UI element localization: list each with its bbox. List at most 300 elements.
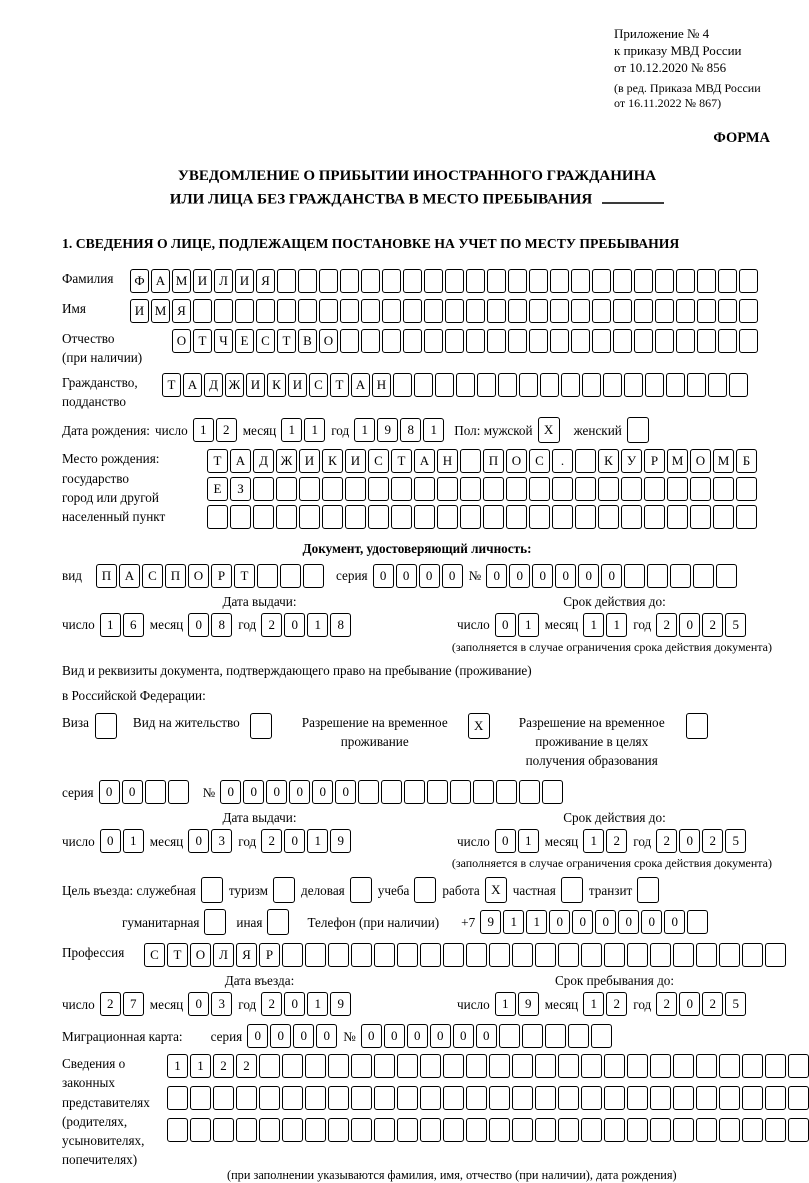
char-cell[interactable] [592,299,611,323]
doc-kind-input[interactable] [96,564,324,588]
char-cell[interactable] [644,505,665,529]
char-cell[interactable] [351,943,372,967]
char-cell[interactable]: 0 [532,564,553,588]
char-cell[interactable] [591,1024,612,1048]
char-cell[interactable]: 0 [243,780,264,804]
char-cell[interactable] [193,299,212,323]
char-cell[interactable] [382,329,401,353]
char-cell[interactable] [350,877,372,903]
char-cell[interactable] [351,1118,372,1142]
char-cell[interactable] [445,329,464,353]
char-cell[interactable]: 2 [261,613,282,637]
char-cell[interactable]: Я [256,269,275,293]
id-valid-month[interactable] [583,613,627,637]
char-cell[interactable]: 0 [549,910,570,934]
char-cell[interactable] [575,449,596,473]
char-cell[interactable] [391,477,412,501]
char-cell[interactable]: Т [162,373,181,397]
char-cell[interactable] [414,477,435,501]
char-cell[interactable]: И [299,449,320,473]
char-cell[interactable] [391,505,412,529]
char-cell[interactable] [676,299,695,323]
sex-female-checkbox[interactable] [627,417,649,443]
surname-input[interactable] [130,269,758,293]
char-cell[interactable] [403,329,422,353]
char-cell[interactable]: 7 [123,992,144,1016]
char-cell[interactable]: 5 [725,992,746,1016]
char-cell[interactable]: 2 [656,613,677,637]
char-cell[interactable] [298,299,317,323]
char-cell[interactable] [374,1118,395,1142]
char-cell[interactable]: 1 [307,829,328,853]
char-cell[interactable] [466,299,485,323]
char-cell[interactable] [575,477,596,501]
char-cell[interactable]: 0 [335,780,356,804]
given-name-input[interactable] [130,299,758,323]
char-cell[interactable] [512,1086,533,1110]
char-cell[interactable]: 0 [679,992,700,1016]
char-cell[interactable]: Е [207,477,228,501]
char-cell[interactable]: 2 [216,418,237,442]
res-valid-year[interactable] [656,829,746,853]
char-cell[interactable]: Т [391,449,412,473]
id-issue-month[interactable] [188,613,232,637]
char-cell[interactable] [322,505,343,529]
char-cell[interactable] [483,505,504,529]
char-cell[interactable] [435,373,454,397]
char-cell[interactable]: 0 [266,780,287,804]
char-cell[interactable]: Н [372,373,391,397]
char-cell[interactable]: П [96,564,117,588]
char-cell[interactable] [499,1024,520,1048]
char-cell[interactable]: 0 [419,564,440,588]
char-cell[interactable] [393,373,412,397]
char-cell[interactable] [368,477,389,501]
char-cell[interactable]: 2 [656,829,677,853]
char-cell[interactable] [420,1086,441,1110]
char-cell[interactable]: 9 [330,829,351,853]
char-cell[interactable] [305,943,326,967]
char-cell[interactable]: 0 [284,992,305,1016]
char-cell[interactable]: Д [204,373,223,397]
char-cell[interactable] [358,780,379,804]
char-cell[interactable]: 0 [396,564,417,588]
char-cell[interactable] [466,1086,487,1110]
char-cell[interactable] [95,713,117,739]
char-cell[interactable] [361,299,380,323]
char-cell[interactable]: 0 [188,829,209,853]
char-cell[interactable] [397,1054,418,1078]
char-cell[interactable]: 0 [122,780,143,804]
char-cell[interactable] [697,329,716,353]
char-cell[interactable] [382,299,401,323]
char-cell[interactable]: 2 [702,992,723,1016]
char-cell[interactable] [690,505,711,529]
char-cell[interactable]: 0 [453,1024,474,1048]
char-cell[interactable] [650,1118,671,1142]
char-cell[interactable] [708,373,727,397]
char-cell[interactable] [742,943,763,967]
char-cell[interactable] [535,1118,556,1142]
char-cell[interactable]: 1 [281,418,302,442]
char-cell[interactable]: 0 [188,992,209,1016]
char-cell[interactable] [253,477,274,501]
char-cell[interactable] [718,329,737,353]
char-cell[interactable]: 0 [641,910,662,934]
birthplace-input-2[interactable] [207,477,757,501]
char-cell[interactable] [545,1024,566,1048]
char-cell[interactable]: 2 [702,613,723,637]
char-cell[interactable] [742,1118,763,1142]
char-cell[interactable]: 0 [99,780,120,804]
char-cell[interactable] [319,269,338,293]
char-cell[interactable] [624,564,645,588]
char-cell[interactable] [498,373,517,397]
char-cell[interactable] [496,780,517,804]
char-cell[interactable] [427,780,448,804]
res-issue-year[interactable] [261,829,351,853]
char-cell[interactable] [718,299,737,323]
char-cell[interactable] [736,477,757,501]
char-cell[interactable] [739,329,758,353]
char-cell[interactable] [627,1054,648,1078]
char-cell[interactable] [259,1054,280,1078]
char-cell[interactable] [340,299,359,323]
char-cell[interactable]: 1 [193,418,214,442]
char-cell[interactable] [303,564,324,588]
char-cell[interactable]: 0 [679,613,700,637]
char-cell[interactable]: К [598,449,619,473]
char-cell[interactable] [742,1054,763,1078]
char-cell[interactable] [282,1086,303,1110]
char-cell[interactable]: М [151,299,170,323]
char-cell[interactable] [414,505,435,529]
char-cell[interactable] [529,477,550,501]
char-cell[interactable]: К [322,449,343,473]
char-cell[interactable] [397,1118,418,1142]
char-cell[interactable] [598,477,619,501]
char-cell[interactable] [627,1086,648,1110]
char-cell[interactable] [404,780,425,804]
char-cell[interactable]: Р [644,449,665,473]
char-cell[interactable] [696,1086,717,1110]
char-cell[interactable]: Т [277,329,296,353]
char-cell[interactable] [267,909,289,935]
char-cell[interactable] [201,877,223,903]
char-cell[interactable]: 0 [220,780,241,804]
char-cell[interactable] [540,373,559,397]
char-cell[interactable] [477,373,496,397]
char-cell[interactable] [280,564,301,588]
char-cell[interactable]: К [267,373,286,397]
char-cell[interactable] [673,1086,694,1110]
char-cell[interactable] [508,269,527,293]
char-cell[interactable] [558,1118,579,1142]
purpose-tourism-checkbox[interactable] [273,877,295,903]
char-cell[interactable] [673,1118,694,1142]
char-cell[interactable] [568,1024,589,1048]
char-cell[interactable] [687,373,706,397]
purpose-official-checkbox[interactable] [201,877,223,903]
char-cell[interactable] [277,299,296,323]
char-cell[interactable] [627,417,649,443]
char-cell[interactable] [508,329,527,353]
char-cell[interactable] [236,1118,257,1142]
char-cell[interactable] [667,477,688,501]
char-cell[interactable] [736,505,757,529]
char-cell[interactable] [535,1086,556,1110]
char-cell[interactable] [535,1054,556,1078]
char-cell[interactable]: 0 [476,1024,497,1048]
id-valid-year[interactable] [656,613,746,637]
char-cell[interactable] [742,1086,763,1110]
char-cell[interactable] [253,505,274,529]
char-cell[interactable]: Н [437,449,458,473]
char-cell[interactable] [414,373,433,397]
char-cell[interactable]: 1 [304,418,325,442]
char-cell[interactable] [299,477,320,501]
char-cell[interactable]: Ж [276,449,297,473]
char-cell[interactable]: 0 [284,829,305,853]
char-cell[interactable] [276,505,297,529]
char-cell[interactable]: О [319,329,338,353]
char-cell[interactable] [765,1118,786,1142]
char-cell[interactable] [634,269,653,293]
char-cell[interactable] [650,1054,671,1078]
char-cell[interactable]: Л [214,269,233,293]
char-cell[interactable] [328,1054,349,1078]
char-cell[interactable] [213,1118,234,1142]
char-cell[interactable] [506,505,527,529]
char-cell[interactable] [443,1054,464,1078]
char-cell[interactable]: 1 [606,613,627,637]
visa-checkbox[interactable] [95,713,117,739]
char-cell[interactable]: 3 [211,992,232,1016]
guardians-input-3[interactable] [167,1118,809,1142]
char-cell[interactable]: 0 [601,564,622,588]
char-cell[interactable] [424,299,443,323]
res-series-input[interactable] [99,780,189,804]
char-cell[interactable] [696,1054,717,1078]
char-cell[interactable] [483,477,504,501]
entry-day[interactable] [100,992,144,1016]
citizenship-input[interactable] [162,373,748,397]
char-cell[interactable]: 0 [509,564,530,588]
char-cell[interactable]: Р [259,943,280,967]
char-cell[interactable] [466,943,487,967]
char-cell[interactable] [257,564,278,588]
char-cell[interactable]: Т [207,449,228,473]
char-cell[interactable]: 1 [354,418,375,442]
char-cell[interactable] [414,877,436,903]
char-cell[interactable]: 0 [316,1024,337,1048]
char-cell[interactable] [713,505,734,529]
res-issue-month[interactable] [188,829,232,853]
doc-series-input[interactable] [373,564,463,588]
res-valid-day[interactable] [495,829,539,853]
char-cell[interactable] [460,505,481,529]
char-cell[interactable] [381,780,402,804]
entry-year[interactable] [261,992,351,1016]
char-cell[interactable]: 1 [307,613,328,637]
char-cell[interactable]: И [246,373,265,397]
birthplace-input-1[interactable] [207,449,757,473]
char-cell[interactable] [443,943,464,967]
char-cell[interactable]: П [483,449,504,473]
char-cell[interactable] [535,943,556,967]
char-cell[interactable]: Р [211,564,232,588]
char-cell[interactable] [397,943,418,967]
char-cell[interactable]: 1 [495,992,516,1016]
char-cell[interactable]: 2 [656,992,677,1016]
char-cell[interactable]: 2 [606,992,627,1016]
char-cell[interactable] [512,943,533,967]
char-cell[interactable]: З [230,477,251,501]
char-cell[interactable]: 0 [442,564,463,588]
char-cell[interactable] [361,329,380,353]
char-cell[interactable]: И [193,269,212,293]
char-cell[interactable] [604,943,625,967]
char-cell[interactable]: Т [167,943,188,967]
char-cell[interactable]: М [667,449,688,473]
char-cell[interactable] [690,477,711,501]
char-cell[interactable]: 2 [236,1054,257,1078]
char-cell[interactable]: 1 [583,992,604,1016]
char-cell[interactable] [420,1118,441,1142]
char-cell[interactable]: И [288,373,307,397]
char-cell[interactable] [550,269,569,293]
char-cell[interactable] [460,449,481,473]
char-cell[interactable]: А [119,564,140,588]
temp-residence-edu-checkbox[interactable] [686,713,708,739]
char-cell[interactable] [598,505,619,529]
char-cell[interactable]: И [130,299,149,323]
char-cell[interactable]: С [309,373,328,397]
char-cell[interactable]: Я [172,299,191,323]
char-cell[interactable]: Я [236,943,257,967]
char-cell[interactable]: И [345,449,366,473]
char-cell[interactable] [550,329,569,353]
char-cell[interactable]: В [298,329,317,353]
char-cell[interactable]: А [351,373,370,397]
char-cell[interactable] [592,329,611,353]
char-cell[interactable]: Б [736,449,757,473]
char-cell[interactable] [250,713,272,739]
char-cell[interactable]: 3 [211,829,232,853]
char-cell[interactable] [487,329,506,353]
char-cell[interactable]: 2 [261,992,282,1016]
char-cell[interactable]: С [368,449,389,473]
char-cell[interactable] [328,1086,349,1110]
char-cell[interactable] [788,1086,809,1110]
char-cell[interactable] [466,1054,487,1078]
mk-number-input[interactable] [361,1024,612,1048]
char-cell[interactable]: 0 [373,564,394,588]
char-cell[interactable]: О [188,564,209,588]
char-cell[interactable]: 0 [384,1024,405,1048]
char-cell[interactable]: 1 [518,829,539,853]
purpose-work-checkbox[interactable] [485,877,507,903]
char-cell[interactable]: 8 [211,613,232,637]
char-cell[interactable]: X [468,713,490,739]
char-cell[interactable] [273,877,295,903]
char-cell[interactable] [298,269,317,293]
char-cell[interactable] [374,1086,395,1110]
char-cell[interactable] [424,329,443,353]
char-cell[interactable] [190,1086,211,1110]
char-cell[interactable]: 0 [430,1024,451,1048]
char-cell[interactable] [374,1054,395,1078]
patronymic-input[interactable] [172,329,758,353]
char-cell[interactable] [328,943,349,967]
char-cell[interactable] [445,269,464,293]
char-cell[interactable] [256,299,275,323]
purpose-private-checkbox[interactable] [561,877,583,903]
char-cell[interactable]: 8 [330,613,351,637]
char-cell[interactable] [613,299,632,323]
char-cell[interactable]: О [690,449,711,473]
char-cell[interactable]: 9 [330,992,351,1016]
char-cell[interactable]: 0 [361,1024,382,1048]
purpose-humanitarian-checkbox[interactable] [204,909,226,935]
char-cell[interactable]: 1 [307,992,328,1016]
char-cell[interactable]: 0 [618,910,639,934]
char-cell[interactable] [397,1086,418,1110]
char-cell[interactable] [420,943,441,967]
char-cell[interactable]: М [172,269,191,293]
char-cell[interactable]: Т [330,373,349,397]
purpose-transit-checkbox[interactable] [637,877,659,903]
char-cell[interactable] [403,299,422,323]
char-cell[interactable]: X [538,417,560,443]
residence-permit-checkbox[interactable] [250,713,272,739]
char-cell[interactable]: 9 [480,910,501,934]
char-cell[interactable]: Т [193,329,212,353]
char-cell[interactable]: 0 [247,1024,268,1048]
char-cell[interactable] [621,477,642,501]
char-cell[interactable] [351,1054,372,1078]
char-cell[interactable] [581,943,602,967]
res-number-input[interactable] [220,780,563,804]
char-cell[interactable] [230,505,251,529]
char-cell[interactable] [437,477,458,501]
char-cell[interactable] [466,1118,487,1142]
char-cell[interactable]: 0 [555,564,576,588]
char-cell[interactable] [571,329,590,353]
char-cell[interactable] [581,1086,602,1110]
char-cell[interactable]: 0 [578,564,599,588]
temp-residence-checkbox[interactable] [468,713,490,739]
char-cell[interactable] [696,1118,717,1142]
char-cell[interactable] [506,477,527,501]
char-cell[interactable] [204,909,226,935]
char-cell[interactable] [719,1086,740,1110]
char-cell[interactable]: 0 [595,910,616,934]
char-cell[interactable] [282,1054,303,1078]
char-cell[interactable] [634,329,653,353]
char-cell[interactable]: 6 [123,613,144,637]
id-valid-day[interactable] [495,613,539,637]
char-cell[interactable] [282,1118,303,1142]
char-cell[interactable] [529,269,548,293]
char-cell[interactable]: Ж [225,373,244,397]
char-cell[interactable] [696,943,717,967]
char-cell[interactable] [445,299,464,323]
char-cell[interactable] [673,1054,694,1078]
char-cell[interactable] [322,477,343,501]
char-cell[interactable] [693,564,714,588]
char-cell[interactable]: 1 [503,910,524,934]
